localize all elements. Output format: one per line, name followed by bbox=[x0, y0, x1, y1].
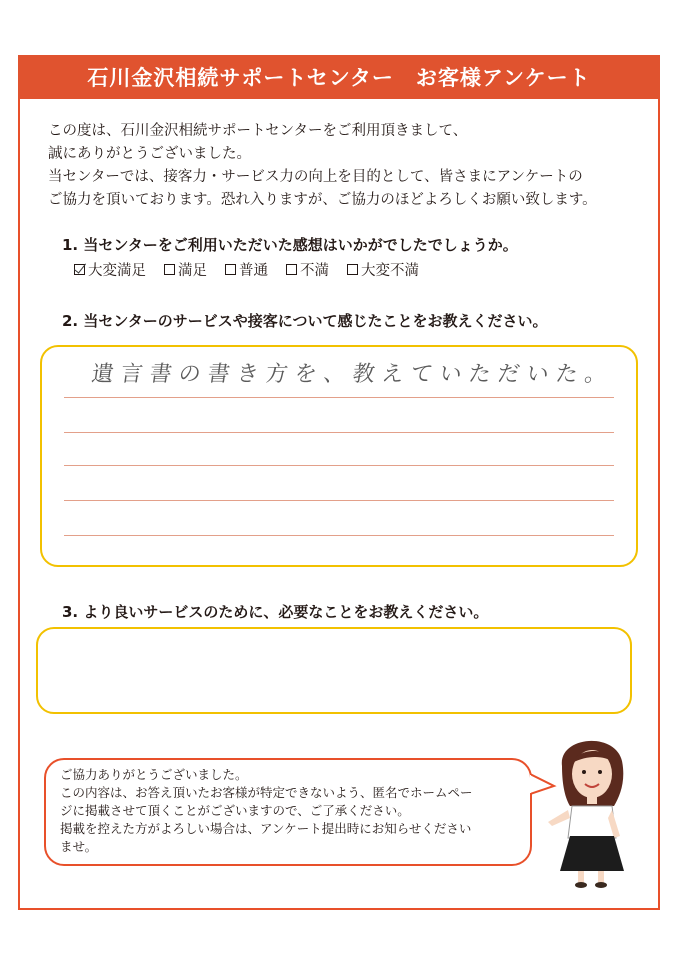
notice-line: この内容は、お答え頂いたお客様が特定できないよう、匿名でホームペー bbox=[60, 785, 473, 800]
option-label: 不満 bbox=[300, 263, 329, 279]
option-label: 大変不満 bbox=[361, 263, 419, 279]
intro-line: この度は、石川金沢相続サポートセンターをご利用頂きまして、 bbox=[48, 123, 468, 139]
option-satisfied[interactable] bbox=[164, 259, 207, 280]
checkbox-icon[interactable] bbox=[225, 264, 236, 275]
checked-checkbox-icon[interactable] bbox=[74, 264, 85, 275]
ruled-line bbox=[64, 397, 614, 398]
option-label: 大変満足 bbox=[88, 263, 146, 279]
intro-text bbox=[48, 120, 648, 212]
option-label: 普通 bbox=[239, 263, 268, 279]
ruled-line bbox=[64, 535, 614, 536]
question-1-options bbox=[74, 259, 419, 280]
survey-title-text: 石川金沢相続サポートセンター お客様アンケート bbox=[87, 66, 591, 90]
ruled-line bbox=[64, 500, 614, 501]
notice-line: ませ。 bbox=[60, 839, 98, 854]
question-1-title: 1. 当センターをご利用いただいた感想はいかがでしたでしょうか。 bbox=[62, 236, 518, 254]
option-neutral[interactable] bbox=[225, 259, 268, 280]
question-2-answer-box[interactable] bbox=[40, 345, 638, 567]
survey-title bbox=[18, 55, 660, 99]
intro-line: ご協力を頂いております。恐れ入りますが、ご協力のほどよろしくお願い致します。 bbox=[48, 192, 597, 208]
question-2-title: 2. 当センターのサービスや接客について感じたことをお教えください。 bbox=[62, 312, 548, 330]
ruled-line bbox=[64, 465, 614, 466]
notice-text bbox=[60, 766, 520, 856]
intro-line: 誠にありがとうございました。 bbox=[48, 146, 251, 162]
option-very-dissatisfied[interactable] bbox=[347, 259, 419, 280]
question-3-answer-box[interactable] bbox=[36, 627, 632, 714]
notice-line: ジに掲載させて頂くことがございますので、ご了承ください。 bbox=[60, 803, 410, 818]
option-very-satisfied[interactable] bbox=[74, 259, 146, 280]
checkbox-icon[interactable] bbox=[164, 264, 175, 275]
intro-line: 当センターでは、接客力・サービス力の向上を目的として、皆さまにアンケートの bbox=[48, 169, 583, 185]
option-dissatisfied[interactable] bbox=[286, 259, 329, 280]
notice-line: 掲載を控えた方がよろしい場合は、アンケート提出時にお知らせください bbox=[60, 821, 472, 836]
option-label: 満足 bbox=[178, 263, 207, 279]
notice-line: ご協力ありがとうございました。 bbox=[60, 767, 248, 782]
checkbox-icon[interactable] bbox=[347, 264, 358, 275]
staff-illustration-icon bbox=[540, 726, 640, 891]
handwritten-answer: 遺言書の書き方を、教えていただいた。 bbox=[89, 362, 616, 387]
checkbox-icon[interactable] bbox=[286, 264, 297, 275]
ruled-line bbox=[64, 432, 614, 433]
question-3-title: 3. より良いサービスのために、必要なことをお教えください。 bbox=[62, 603, 489, 621]
